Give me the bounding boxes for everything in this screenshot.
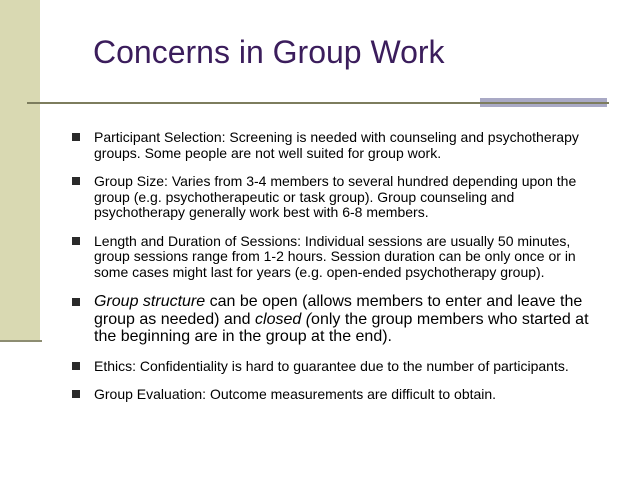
square-bullet-icon (72, 237, 80, 245)
bullet-text: Length and Duration of Sessions: Individual sessions are usually 50 minutes, group sessions range from 1-2 hours. Session duration can be only once or in some cases might last for years (e.g. open-ended psychotherapy group). (94, 232, 576, 280)
square-bullet-icon (72, 390, 80, 398)
bullet-text: Group Evaluation: Outcome measurements are difficult to obtain. (94, 386, 497, 402)
bullet-text-emphasis: closed ( (255, 310, 312, 328)
bullet-text: Ethics: Confidentiality is hard to guarantee due to the number of participants. (94, 357, 569, 374)
bullet-text: can be open (allows members to enter and leave the group as needed) and (94, 293, 583, 328)
square-bullet-icon (72, 298, 80, 306)
bullet-list (72, 130, 602, 416)
bullet-ethics (72, 359, 602, 375)
left-band-divider (0, 340, 42, 342)
bullet-participant-selection (72, 130, 602, 161)
square-bullet-icon (72, 362, 80, 370)
bullet-text: Group Size: Varies from 3-4 members to several hundred depending upon the group (e.g. psychotherapeutic or task group). Group counseling and psychotherapy generally work best with 6-8 members. (94, 173, 577, 220)
square-bullet-icon (72, 133, 80, 141)
left-decorative-band (0, 0, 40, 342)
bullet-group-size (72, 174, 602, 221)
bullet-text: Participant Selection: Screening is needed with counseling and psychotherapy groups. Some people are not well suited for group work. (94, 129, 579, 161)
bullet-session-length (72, 234, 602, 281)
square-bullet-icon (72, 177, 80, 185)
title-rule (27, 102, 609, 104)
bullet-text: only the group members who started at the beginning are in the group at the end). (94, 310, 589, 345)
bullet-group-structure (72, 293, 602, 346)
slide-title: Concerns in Group Work (93, 34, 445, 70)
bullet-group-evaluation (72, 387, 602, 403)
bullet-text-emphasis: Group structure (94, 293, 206, 310)
